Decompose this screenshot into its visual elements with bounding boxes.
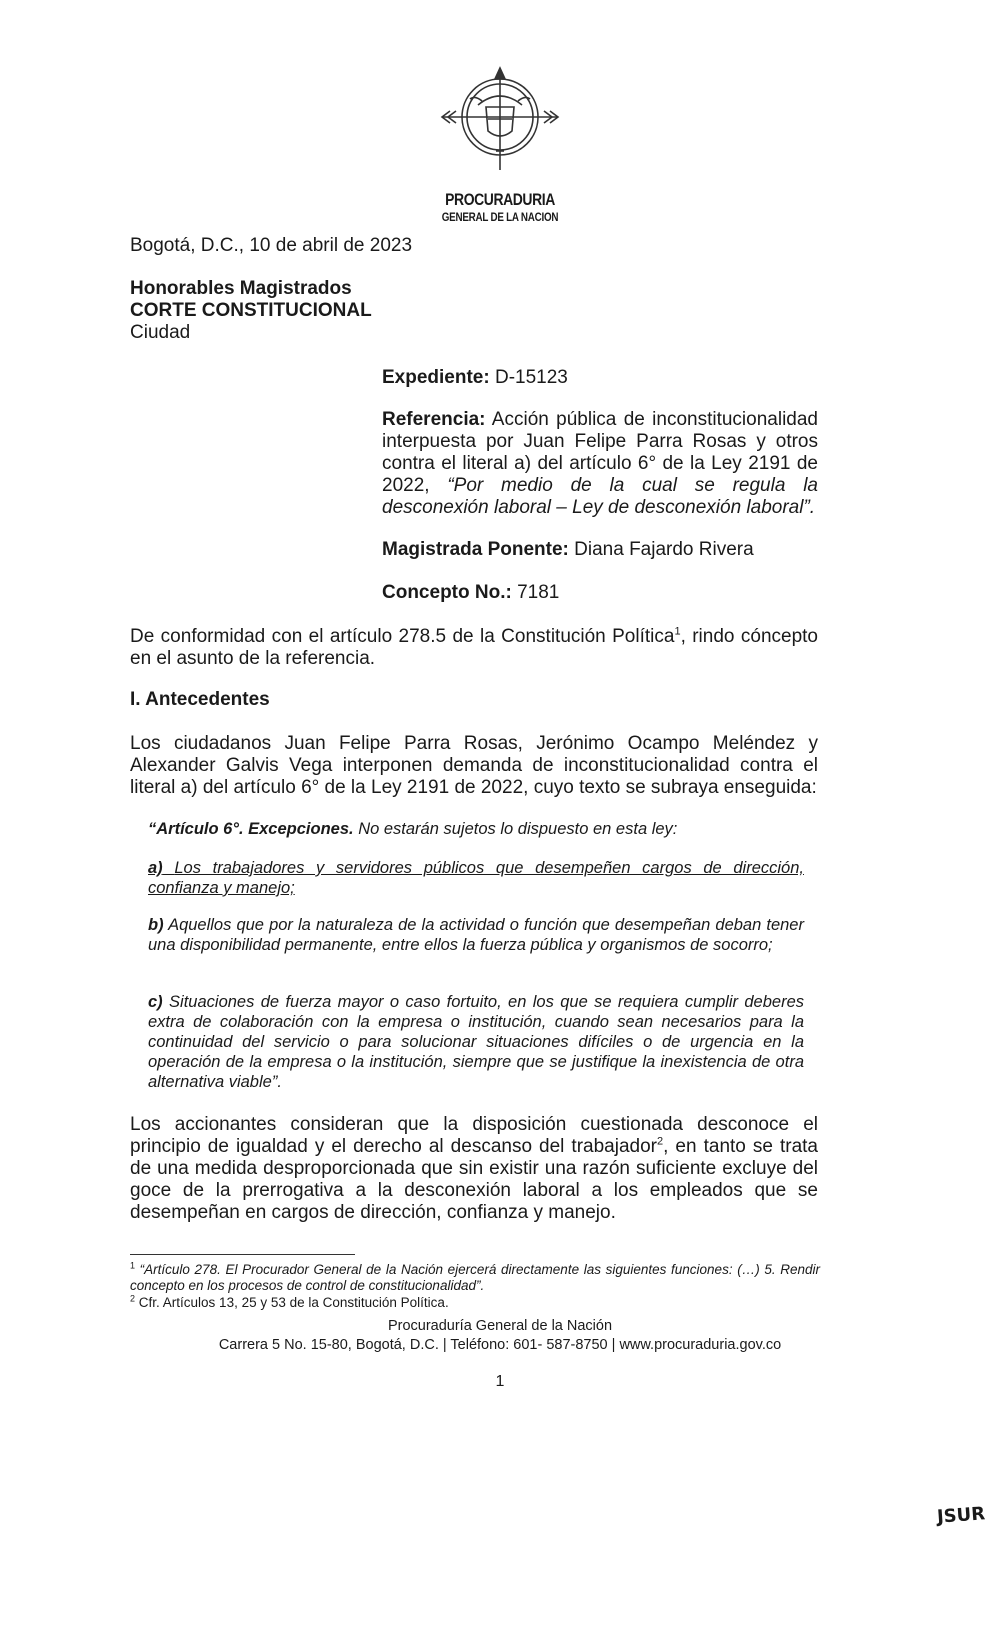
quote-item-a-text: Los trabajadores y servidores públicos que desempeñen cargos de dirección, confianza y manejo; <box>148 859 804 897</box>
expediente-label: Expediente: <box>382 367 490 388</box>
recipient-line2: CORTE CONSTITUCIONAL <box>130 300 372 321</box>
place-date: Bogotá, D.C., 10 de abril de 2023 <box>130 235 413 256</box>
concepto <box>382 582 822 604</box>
quote-item-b-text: Aquellos que por la naturaleza de la actividad o función que desempeñan deban tener una disponibilidad permanente, entre ellos la fuerza pública y organismos de socorro; <box>148 916 804 954</box>
footnote-1-text: “Artículo 278. El Procurador General de la Nación ejercerá directamente las siguientes funciones: (…) 5. Rendir concepto en los procesos de control de constitucionalidad”. <box>130 1262 820 1293</box>
expediente <box>382 367 822 389</box>
argument-text: Los accionantes consideran que la disposición cuestionada desconoce el principio de igualdad y el derecho al descanso del trabajador <box>130 1114 818 1157</box>
referencia-law-title: “Por medio de la cual se regula la desconexión laboral – Ley de desconexión laboral”. <box>382 475 818 518</box>
quote-item-c-label: c) <box>148 993 163 1011</box>
concepto-label: Concepto No.: <box>382 582 512 603</box>
recipient-line3: Ciudad <box>130 322 191 343</box>
quote-item-c <box>148 992 804 1092</box>
intro-text-after: , rindo cóncepto en el asunto de la referencia. <box>130 626 818 669</box>
footnote-separator <box>130 1254 355 1255</box>
referencia-label: Referencia: <box>382 409 486 430</box>
argument-paragraph <box>130 1114 818 1224</box>
expediente-value: D-15123 <box>494 367 568 388</box>
recipient-line1: Honorables Magistrados <box>130 278 352 299</box>
ponente <box>382 539 822 561</box>
footnote-2-text: Cfr. Artículos 13, 25 y 53 de la Constitución Política. <box>138 1295 449 1310</box>
handwritten-initials: JSUR <box>936 1503 986 1528</box>
footnote-ref-1[interactable]: 1 <box>674 625 681 638</box>
footnote-2-number: 2 <box>130 1293 136 1304</box>
antecedentes-paragraph: Los ciudadanos Juan Felipe Parra Rosas, Jerónimo Ocampo Meléndez y Alexander Galvis Vega interponen demanda de inconstitucionalidad contra el literal a) del artículo 6° de la Ley 2191 de 2022, cuyo texto se subraya enseguida: <box>130 733 818 798</box>
referencia <box>382 409 818 519</box>
intro-paragraph <box>130 626 818 670</box>
quote-item-a <box>148 858 804 898</box>
intro-text: De conformidad con el artículo 278.5 de la Constitución Política <box>130 626 675 647</box>
footnote-ref-2[interactable]: 2 <box>657 1135 664 1148</box>
quote-item-c-text: Situaciones de fuerza mayor o caso fortuito, en los que se requiera cumplir deberes extra de colaboración con la empresa o institución, cuando sean necesarios para la continuidad del servicio o para solucionar situaciones difíciles o de urgencia en la operación de la empresa o la institución, siempre que se justifique la inexistencia de otra alternativa viable”. <box>148 993 804 1091</box>
quote-article-title: “Artículo 6°. Excepciones. <box>148 820 354 838</box>
page-number: 1 <box>495 1373 505 1390</box>
org-subname: GENERAL DE LA NACION <box>441 210 559 224</box>
quote-item-b <box>148 915 804 955</box>
footer-address: Carrera 5 No. 15-80, Bogotá, D.C. | Teléfono: 601- 587-8750 | www.procuraduria.gov.co <box>218 1337 782 1353</box>
quote-item-b-label: b) <box>148 916 164 934</box>
footnote-2 <box>130 1295 820 1311</box>
argument-text-after: , en tanto se trata de una medida desproporcionada que sin existir una razón suficiente excluye del goce de la prerrogativa a la desconexión laboral a los empleados que se desempeñan en cargos de dirección, confianza y manejo. <box>130 1136 819 1223</box>
quote-article-intro: No estarán sujetos lo dispuesto en esta ley: <box>358 820 678 838</box>
footer-org: Procuraduría General de la Nación <box>387 1318 613 1334</box>
ponente-label: Magistrada Ponente: <box>382 539 569 560</box>
footnote-1 <box>130 1262 820 1294</box>
footnote-1-number: 1 <box>130 1260 136 1271</box>
quote-item-a-label: a) <box>148 859 163 877</box>
org-name: PROCURADURIA <box>445 190 555 209</box>
concepto-value: 7181 <box>517 582 560 603</box>
ponente-value: Diana Fajardo Rivera <box>574 539 754 560</box>
section-title-antecedentes: I. Antecedentes <box>130 689 270 710</box>
quote-heading <box>148 819 808 839</box>
referencia-text: Acción pública de inconstitucionalidad interpuesta por Juan Felipe Parra Rosas y otros contra el literal a) del artículo 6° de la Ley 2191 de 2022, <box>382 409 819 496</box>
